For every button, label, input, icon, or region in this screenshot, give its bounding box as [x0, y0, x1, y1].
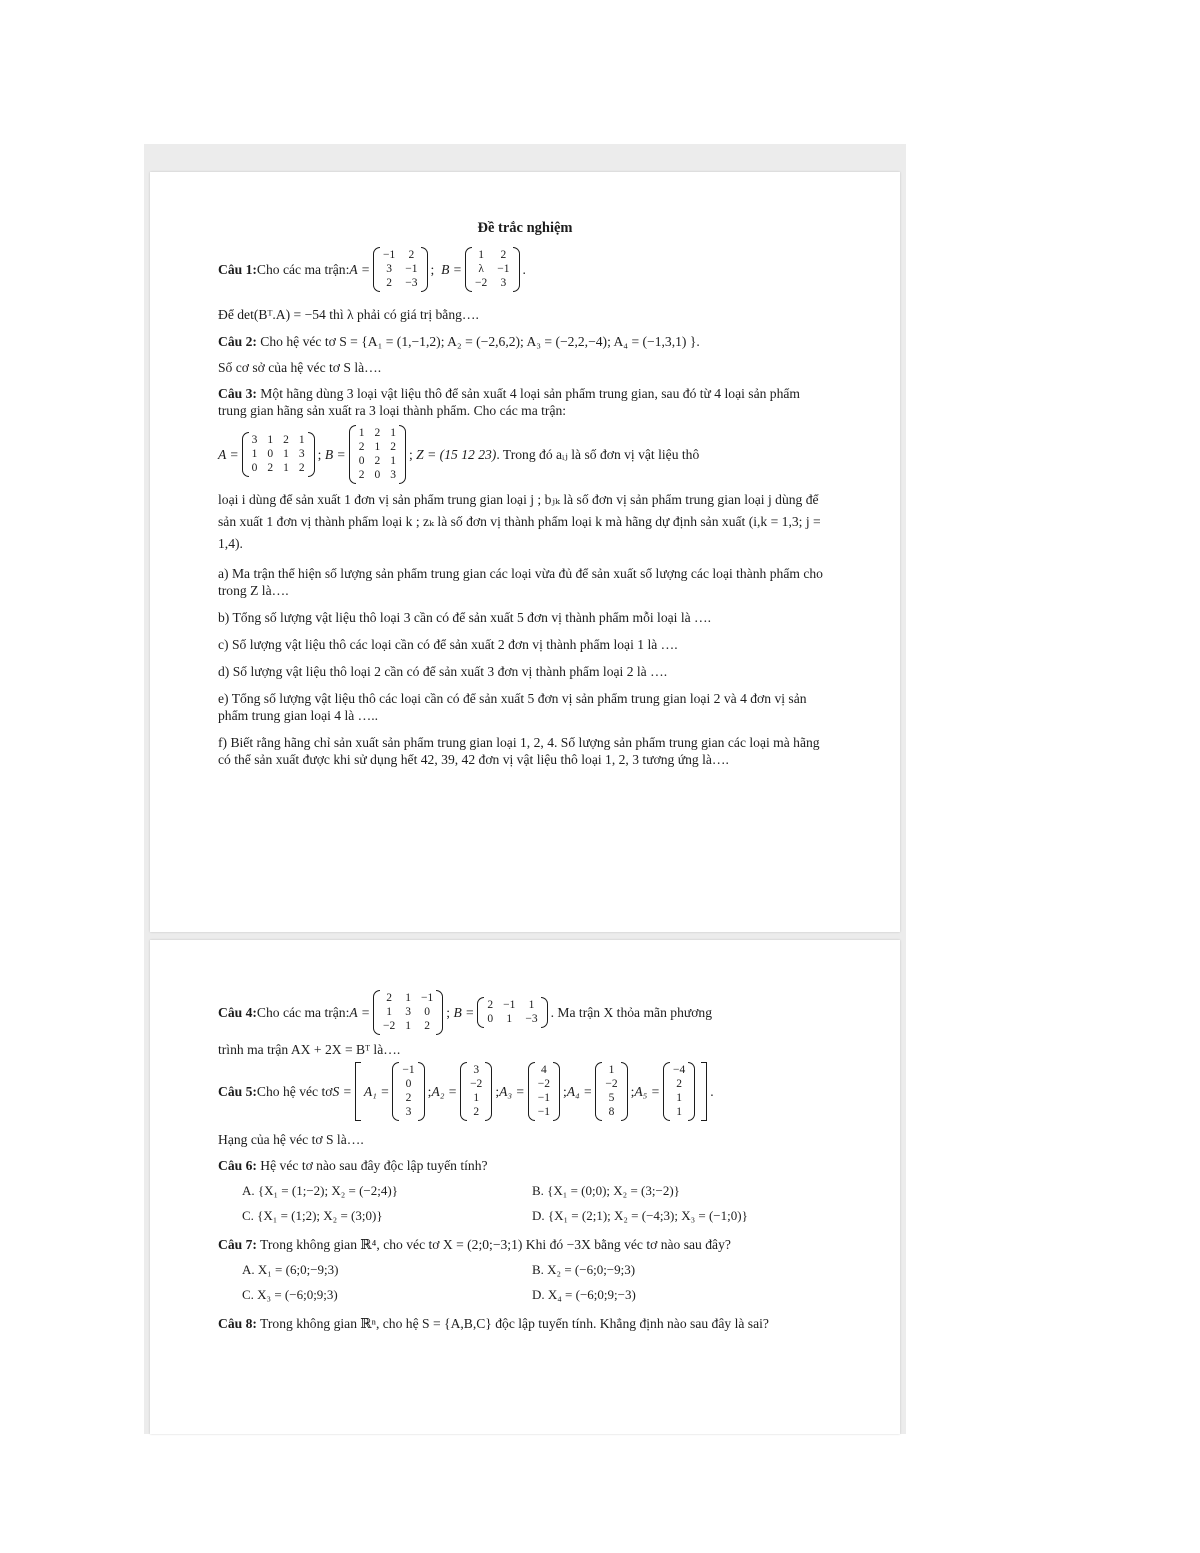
question-2-prompt: Số cơ sở của hệ véc tơ S là…. [218, 360, 382, 375]
matrix-b-q3-cell: 0 [358, 455, 365, 467]
question-3-part-a: a) Ma trận thể hiện số lượng sản phẩm trung gian các loại vừa đủ để sản xuất số lượng các loại thành phẩm cho trong Z là…. [218, 566, 823, 598]
matrix-b-q3-cell: 1 [358, 427, 365, 439]
question-5-prompt: Hạng của hệ véc tơ S là…. [218, 1132, 364, 1147]
question-2-text: Cho hệ véc tơ S = {A₁ = (1,−1,2); A₂ = (−2,6,2); A₃ = (−2,2,−4); A₄ = (−1,3,1) }. [256, 334, 700, 349]
matrix-a-q4-cell: 3 [405, 1006, 412, 1018]
matrix-b-q4 [477, 997, 547, 1028]
vector-name: A₃ = [499, 1084, 525, 1099]
question-7-option-c[interactable]: C. X₃ = (−6;0;9;3) [242, 1287, 338, 1302]
question-7-option-b[interactable]: B. X₂ = (−6;0;−9;3) [532, 1262, 636, 1277]
matrix-a-q1 [373, 247, 428, 292]
question-5-label: Câu 5: [218, 1084, 257, 1099]
question-1 [218, 247, 832, 292]
question-4-tail: . Ma trận X thỏa mãn phương [550, 1005, 713, 1020]
column-vector-cell: 2 [405, 1092, 412, 1104]
period: . [710, 1084, 714, 1099]
question-3-part-d: d) Số lượng vật liệu thô loại 2 cần có để sản xuất 3 đơn vị thành phẩm loại 2 là …. [218, 664, 668, 679]
matrix-b-q3-cell: 2 [374, 455, 381, 467]
matrix-a-q3-cell: 1 [267, 434, 274, 446]
question-6-option-b[interactable]: B. {X₁ = (0;0); X₂ = (3;−2)} [532, 1183, 680, 1198]
matrix-a-q1-cell: 3 [386, 263, 393, 275]
question-3-part-c: c) Số lượng vật liệu thô các loại cần có để sản xuất 2 đơn vị thành phẩm loại 1 là …. [218, 637, 678, 652]
matrix-a-q4-cell: 1 [405, 992, 412, 1004]
column-vector [595, 1062, 627, 1121]
matrix-a-q1-cell: 2 [386, 277, 393, 289]
column-vector-cell: 4 [540, 1064, 547, 1076]
matrix-a-q3-cell: 0 [251, 462, 258, 474]
matrix-b-q1-cell: 1 [478, 249, 484, 261]
matrix-b-q1-cell: λ [478, 263, 484, 275]
question-7-option-d[interactable]: D. X₄ = (−6;0;9;−3) [532, 1287, 636, 1302]
column-vector-cell: 2 [473, 1106, 480, 1118]
document-viewer [144, 144, 906, 1434]
matrix-b-q3-cell: 2 [374, 427, 381, 439]
matrix-b-q3 [349, 425, 406, 484]
page-1-content [218, 220, 832, 768]
vector-set-s [355, 1062, 707, 1121]
matrix-b-q4-cell: 1 [506, 1013, 513, 1025]
matrix-a-symbol: A = [349, 262, 371, 277]
matrix-a-q4-cell: 1 [386, 1006, 393, 1018]
matrix-b-q4-cell: −3 [525, 1013, 538, 1025]
question-6-option-d[interactable]: D. {X₁ = (2;1); X₂ = (−4;3); X₃ = (−1;0)} [532, 1208, 748, 1223]
column-vector [460, 1062, 492, 1121]
question-1-prompt: Để det(Bᵀ.A) = −54 thì λ phải có giá trị bằng…. [218, 307, 479, 322]
matrix-a-q3-cell: 1 [283, 462, 289, 474]
question-1-label: Câu 1: [218, 262, 257, 277]
matrix-z: Z = (15 12 23) [416, 447, 497, 462]
matrix-b-symbol: B = [441, 262, 462, 277]
period: . [522, 262, 526, 277]
separator: ; [430, 262, 442, 277]
question-3 [218, 385, 832, 419]
matrix-a-q4-cell: 1 [405, 1020, 412, 1032]
matrix-a-q4-cell: 0 [424, 1006, 431, 1018]
matrix-a-q3-cell: 1 [298, 434, 305, 446]
matrix-b-symbol: B = [453, 1005, 475, 1020]
column-vector-cell: 1 [473, 1092, 480, 1104]
question-6-option-a[interactable]: A. {X₁ = (1;−2); X₂ = (−2;4)} [242, 1183, 398, 1198]
column-vector-cell: −2 [470, 1078, 483, 1090]
matrix-a-q1-cell: −1 [405, 263, 418, 275]
matrix-b-q3-cell: 1 [374, 441, 381, 453]
separator: ; [427, 1084, 432, 1099]
question-6-options [242, 1182, 832, 1224]
question-3-part-f: f) Biết rằng hãng chỉ sản xuất sản phẩm trung gian loại 1, 2, 4. Số lượng sản phẩm trung gian các loại mà hãng có thể sản xuất được khi sử dụng hết 42, 39, 42 đơn vị vật liệu thô loại 1, 2, 3 tương ứng là…. [218, 735, 820, 767]
column-vector-cell: 0 [405, 1078, 412, 1090]
column-vector-cell: 2 [676, 1078, 682, 1090]
matrix-b-q1-cell: −1 [497, 263, 510, 275]
separator: ; [630, 1084, 635, 1099]
column-vector-cell: 1 [608, 1064, 615, 1076]
question-3-part-e: e) Tổng số lượng vật liệu thô các loại cần có để sản xuất 5 đơn vị sản phẩm trung gian loại 2 và 4 đơn vị sản phẩm trung gian loại 4 là ….. [218, 691, 807, 723]
question-6-text: Hệ véc tơ nào sau đây độc lập tuyến tính? [256, 1158, 488, 1173]
matrix-b-q4-cell: 0 [487, 1013, 494, 1025]
question-7-text: Trong không gian ℝ⁴, cho véc tơ X = (2;0;−3;1) Khi đó −3X bằng véc tơ nào sau đây? [256, 1237, 731, 1252]
set-s-symbol: S = [332, 1084, 352, 1099]
matrix-a-q4-cell: 2 [424, 1020, 431, 1032]
matrix-b-q1-cell: 2 [500, 249, 507, 261]
matrix-b-q3-cell: 1 [390, 455, 396, 467]
matrix-a-symbol: A = [349, 1005, 371, 1020]
column-vector-cell: 5 [608, 1092, 615, 1104]
matrix-a-q3 [242, 432, 315, 477]
matrix-a-q3-cell: 1 [251, 448, 258, 460]
matrix-b-q3-cell: 1 [390, 427, 396, 439]
vector-name: A₁ = [363, 1084, 390, 1099]
column-vector-cell: −1 [402, 1064, 415, 1076]
column-vector-cell: −2 [605, 1078, 618, 1090]
matrix-b-symbol: B = [324, 447, 346, 462]
column-vector-cell: −4 [672, 1064, 686, 1076]
matrix-a-symbol: A = [218, 447, 239, 462]
question-4-prompt: trình ma trận AX + 2X = Bᵀ là…. [218, 1042, 401, 1057]
question-7-options [242, 1261, 832, 1303]
matrix-a-q3-cell: 2 [267, 462, 274, 474]
matrix-a-q1-cell: −1 [383, 249, 396, 261]
question-3-matrices [218, 425, 832, 484]
question-4 [218, 990, 832, 1035]
matrix-b-q3-cell: 2 [358, 441, 365, 453]
matrix-b-q3-cell: 2 [358, 469, 365, 481]
document-page-1 [150, 172, 900, 932]
column-vector-cell: −1 [537, 1106, 550, 1118]
question-8 [218, 1315, 832, 1332]
question-6-label: Câu 6: [218, 1158, 257, 1173]
question-3-description: loại i dùng để sản xuất 1 đơn vị sản phẩm trung gian loại j ; bⱼₖ là số đơn vị sản phẩm trung gian loại j dùng để sản xuất 1 đơn vị thành phẩm loại k ; zₖ là số đơn vị thành phẩm loại k mà hãng dự định sản xuất (i,k = 1,3; j = 1,4). [218, 492, 821, 551]
vector-name: A₅ = [634, 1084, 660, 1099]
matrix-a-q4 [373, 990, 443, 1035]
question-2 [218, 333, 832, 350]
matrix-b-q4-cell: 1 [528, 999, 535, 1011]
column-vector [392, 1062, 424, 1121]
matrix-a-q4-cell: −2 [383, 1020, 396, 1032]
matrix-b-q3-cell: 2 [390, 441, 396, 453]
column-vector-cell: 8 [608, 1106, 615, 1118]
matrix-a-q4-cell: 2 [386, 992, 393, 1004]
matrix-b-q3-cell: 3 [390, 469, 396, 481]
vector-name: A₄ = [566, 1084, 593, 1099]
column-vector-cell: 3 [473, 1064, 480, 1076]
separator: ; [446, 1005, 454, 1020]
document-page-2 [150, 940, 900, 1434]
matrix-b-q4-cell: 2 [487, 999, 494, 1011]
question-3-label: Câu 3: [218, 386, 257, 401]
column-vector [528, 1062, 560, 1121]
question-3-tail: . Trong đó aᵢⱼ là số đơn vị vật liệu thô [496, 447, 700, 462]
column-vector [663, 1062, 695, 1121]
question-8-text: Trong không gian ℝⁿ, cho hệ S = {A,B,C} độc lập tuyến tính. Khẳng định nào sau đây là sai? [256, 1316, 769, 1331]
question-4-label: Câu 4: [218, 1005, 257, 1020]
matrix-a-q1-cell: −3 [405, 277, 418, 289]
question-6-option-c[interactable]: C. {X₁ = (1;2); X₂ = (3;0)} [242, 1208, 383, 1223]
separator: ; [495, 1084, 500, 1099]
question-5 [218, 1062, 832, 1121]
question-8-label: Câu 8: [218, 1316, 257, 1331]
question-6 [218, 1157, 832, 1174]
matrix-b-q1 [465, 247, 520, 292]
question-3-part-b: b) Tổng số lượng vật liệu thô loại 3 cần có để sản xuất 5 đơn vị thành phẩm mỗi loại là …. [218, 610, 712, 625]
question-7-label: Câu 7: [218, 1237, 257, 1252]
question-1-text: Cho các ma trận: [256, 262, 350, 277]
separator: ; [408, 447, 417, 462]
separator: ; [562, 1084, 567, 1099]
matrix-a-q3-cell: 3 [251, 434, 258, 446]
column-vector-cell: 1 [676, 1092, 682, 1104]
matrix-a-q1-cell: 2 [408, 249, 415, 261]
matrix-a-q3-cell: 2 [298, 462, 305, 474]
question-3-text: Một hãng dùng 3 loại vật liệu thô để sản xuất 4 loại sản phẩm trung gian, sau đó từ 4 loại sản phẩm trung gian hãng sản xuất ra 3 loại thành phẩm. Cho các ma trận: [218, 386, 800, 418]
matrix-b-q1-cell: 3 [500, 277, 507, 289]
question-5-text: Cho hệ véc tơ [256, 1084, 333, 1099]
matrix-b-q1-cell: −2 [475, 277, 488, 289]
column-vector-cell: −2 [537, 1078, 550, 1090]
question-7-option-a[interactable]: A. X₁ = (6;0;−9;3) [242, 1262, 339, 1277]
matrix-a-q3-cell: 0 [267, 448, 274, 460]
column-vector-cell: 3 [405, 1106, 412, 1118]
page-2-content [218, 990, 832, 1332]
column-vector-cell: −1 [537, 1092, 550, 1104]
matrix-b-q3-cell: 0 [374, 469, 381, 481]
question-7 [218, 1236, 832, 1253]
matrix-a-q3-cell: 3 [298, 448, 305, 460]
separator: ; [317, 447, 325, 462]
exam-title: Đề trắc nghiệm [477, 220, 573, 236]
question-4-text: Cho các ma trận: [256, 1005, 350, 1020]
column-vector-cell: 1 [676, 1106, 682, 1118]
matrix-a-q3-cell: 2 [283, 434, 289, 446]
matrix-a-q4-cell: −1 [421, 992, 434, 1004]
question-2-label: Câu 2: [218, 334, 257, 349]
matrix-a-q3-cell: 1 [283, 448, 289, 460]
matrix-b-q4-cell: −1 [503, 999, 516, 1011]
vector-name: A₂ = [431, 1084, 458, 1099]
